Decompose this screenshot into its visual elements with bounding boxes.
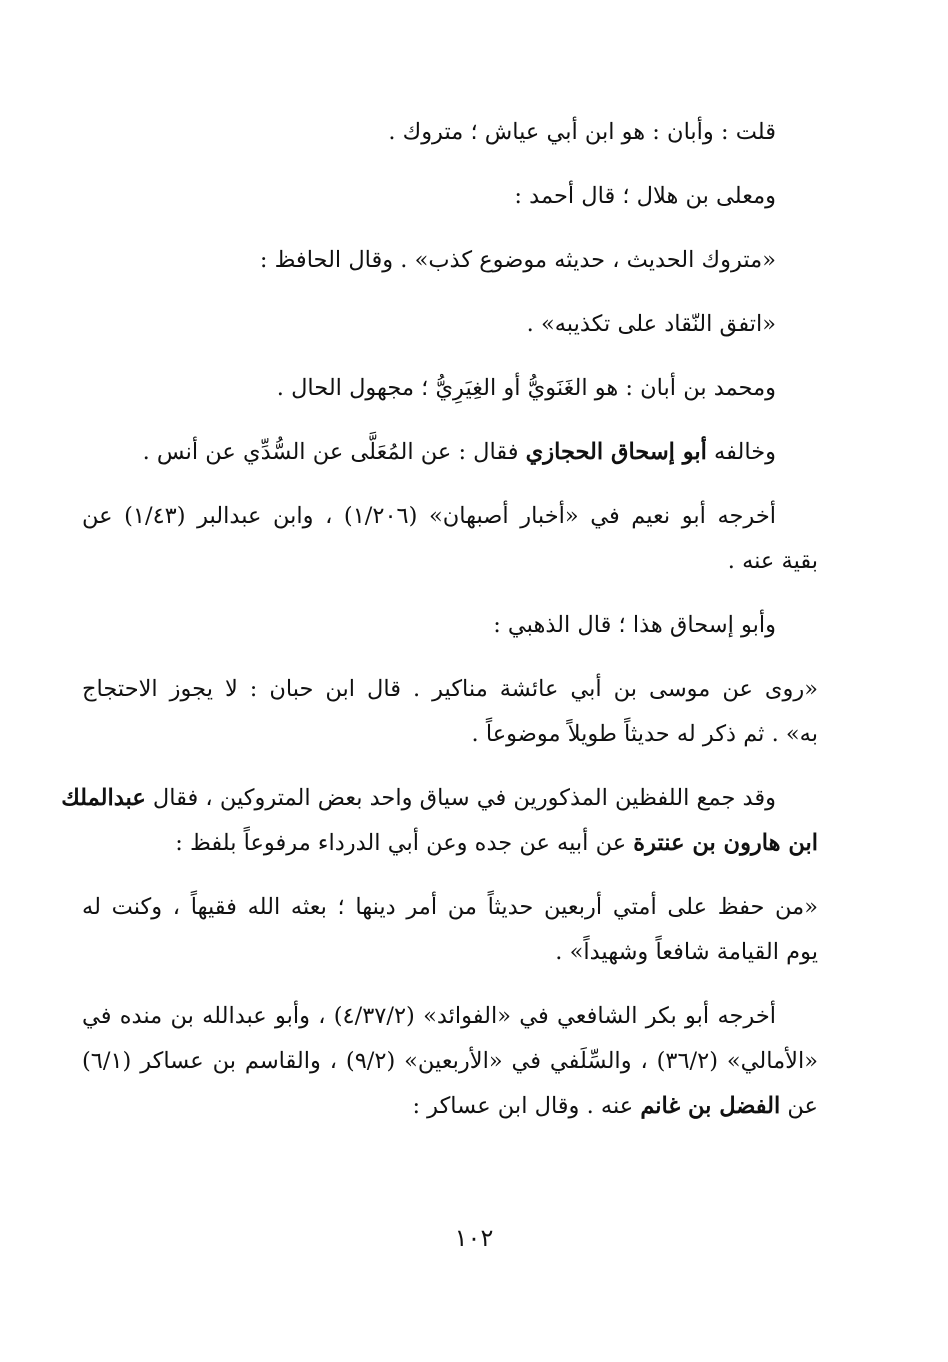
- text-line: [82, 366, 818, 411]
- paragraph: [82, 494, 818, 584]
- text-line: [82, 821, 818, 866]
- text-run: به» . ثم ذكر له حديثاً طويلاً موضوعاً .: [471, 721, 818, 747]
- paragraph: [82, 238, 818, 283]
- text-run: «من حفظ على أمتي أربعين حديثاً من أمر دينها ؛ بعثه الله فقيهاً ، وكنت له: [82, 894, 818, 920]
- text-run: أخرجه أبو نعيم في «أخبار أصبهان» (١/٢٠٦) ، وابن عبدالبر (١/٤٣) عن: [82, 503, 776, 529]
- text-run: يوم القيامة شافعاً وشهيداً» .: [555, 939, 818, 965]
- bold-name: أبو إسحاق الحجازي: [525, 439, 707, 465]
- text-run: «متروك الحديث ، حديثه موضوع كذب» . وقال الحافظ :: [259, 247, 776, 273]
- text-line: [82, 1039, 818, 1084]
- text-run: وأبو إسحاق هذا ؛ قال الذهبي :: [493, 612, 776, 638]
- paragraph: [82, 174, 818, 219]
- text-run: ومعلى بن هلال ؛ قال أحمد :: [514, 183, 776, 209]
- text-run: «روى عن موسى بن أبي عائشة مناكير . قال ابن حبان : لا يجوز الاحتجاج: [82, 676, 818, 702]
- text-line: [61, 776, 818, 821]
- text-run: عن: [780, 1093, 818, 1119]
- page-number: ١٠٢: [454, 1224, 494, 1252]
- text-line: [82, 1084, 818, 1129]
- text-line: [82, 885, 818, 930]
- text-line: [82, 110, 818, 155]
- text-line: [82, 994, 818, 1039]
- text-run: أخرجه أبو بكر الشافعي في «الفوائد» (٤/٣٧/٢) ، وأبو عبدالله بن منده في: [82, 1003, 776, 1029]
- text-run: «اتفق النّقاد على تكذيبه» .: [526, 311, 776, 337]
- paragraph: [82, 110, 818, 155]
- text-line: [82, 930, 818, 975]
- text-line: [82, 430, 818, 475]
- text-line: [82, 494, 818, 539]
- text-run: وخالفه: [706, 439, 776, 465]
- paragraph: [82, 667, 818, 757]
- text-run: بقية عنه .: [727, 548, 818, 574]
- paragraph: [82, 430, 818, 475]
- page-body: [61, 110, 819, 1148]
- text-line: [82, 238, 818, 283]
- text-line: [82, 712, 818, 757]
- text-run: قلت : وأبان : هو ابن أبي عياش ؛ متروك .: [388, 119, 776, 145]
- paragraph: [82, 603, 818, 648]
- text-run: وقد جمع اللفظين المذكورين في سياق واحد بعض المتروكين ، فقال: [145, 785, 776, 811]
- text-run: عن أبيه عن جده وعن أبي الدرداء مرفوعاً بلفظ :: [175, 830, 634, 856]
- bold-name: ابن هارون بن عنترة: [633, 830, 818, 856]
- text-line: [82, 667, 818, 712]
- paragraph: [82, 302, 818, 347]
- text-run: ومحمد بن أبان : هو الغَنَويُّ أو الغِيَرِيُّ ؛ مجهول الحال .: [276, 375, 776, 401]
- text-line: [82, 603, 818, 648]
- bold-name: الفضل بن غانم: [640, 1093, 781, 1119]
- text-run: «الأمالي» (٣٦/٢) ، والسِّلَفي في «الأربعين» (٩/٢) ، والقاسم بن عساكر (٦/١): [82, 1048, 819, 1074]
- text-line: [82, 302, 818, 347]
- text-run: عنه . وقال ابن عساكر :: [412, 1093, 641, 1119]
- paragraph: [82, 366, 818, 411]
- paragraph: [82, 994, 818, 1129]
- paragraph: [82, 885, 818, 975]
- text-line: [82, 539, 818, 584]
- bold-name: عبدالملك: [61, 785, 146, 811]
- text-run: فقال : عن المُعَلَّى عن السُّدِّي عن أنس .: [142, 439, 526, 465]
- paragraph: [61, 776, 818, 866]
- text-line: [82, 174, 818, 219]
